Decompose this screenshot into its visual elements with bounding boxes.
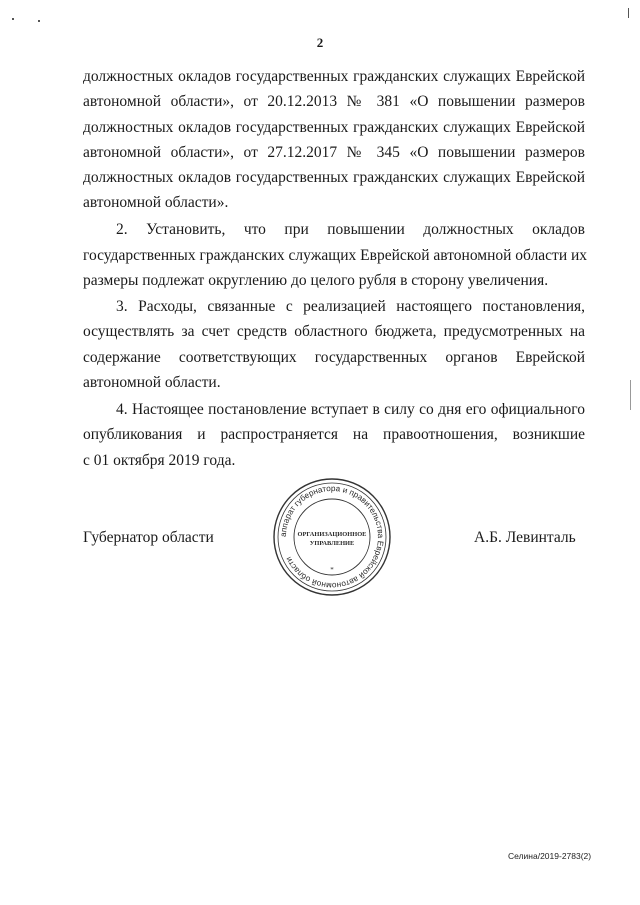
paragraph-2-line: 2. Установить, что при повышении должностных окладов [116,221,585,238]
body-line: осуществлять за счет средств областного бюджета, предусмотренных на [83,323,585,340]
body-line: опубликования и распространяется на правоотношения, возникшие [83,426,585,443]
body-line: автономной области». [83,194,229,211]
page-number: 2 [316,35,324,50]
seal-graphic [266,476,398,598]
seal-ring-text: аппарат губернатора и правительства Еврейской автономной области [278,483,386,591]
body-line: должностных окладов государственных гражданских служащих Еврейской [83,169,585,186]
body-line: государственных гражданских служащих Еврейской автономной области их [83,247,588,264]
body-line: автономной области», от 20.12.2013 № 381 «О повышении размеров [83,93,585,110]
scan-mark [628,8,629,18]
svg-text:ОРГАНИЗАЦИОННОЕ: ОРГАНИЗАЦИОННОЕ [297,531,367,538]
body-line: автономной области. [83,374,221,391]
body-line: автономной области», от 27.12.2017 № 345 «О повышении размеров [83,144,585,161]
document-code: Селина/2019-2783(2) [508,851,592,861]
svg-text:УПРАВЛЕНИЕ: УПРАВЛЕНИЕ [309,540,355,547]
body-line: с 01 октября 2019 года. [83,452,236,469]
body-line: должностных окладов государственных гражданских служащих Еврейской [83,68,585,85]
scan-dot [38,20,40,22]
svg-text:*: * [330,566,334,574]
body-line: должностных окладов государственных гражданских служащих Еврейской [83,119,585,136]
body-line: содержание соответствующих государственных органов Еврейской [83,349,585,366]
scan-mark [630,380,631,410]
signatory-name: А.Б. Левинталь [474,529,576,546]
signature-position: Губернатор области [83,529,214,546]
paragraph-4-line: 4. Настоящее постановление вступает в силу со дня его официального [116,401,585,418]
official-seal-stamp [266,476,398,598]
body-line: размеры подлежат округлению до целого рубля в сторону увеличения. [83,272,549,289]
paragraph-3-line: 3. Расходы, связанные с реализацией настоящего постановления, [116,298,585,315]
scan-dot [12,18,14,20]
